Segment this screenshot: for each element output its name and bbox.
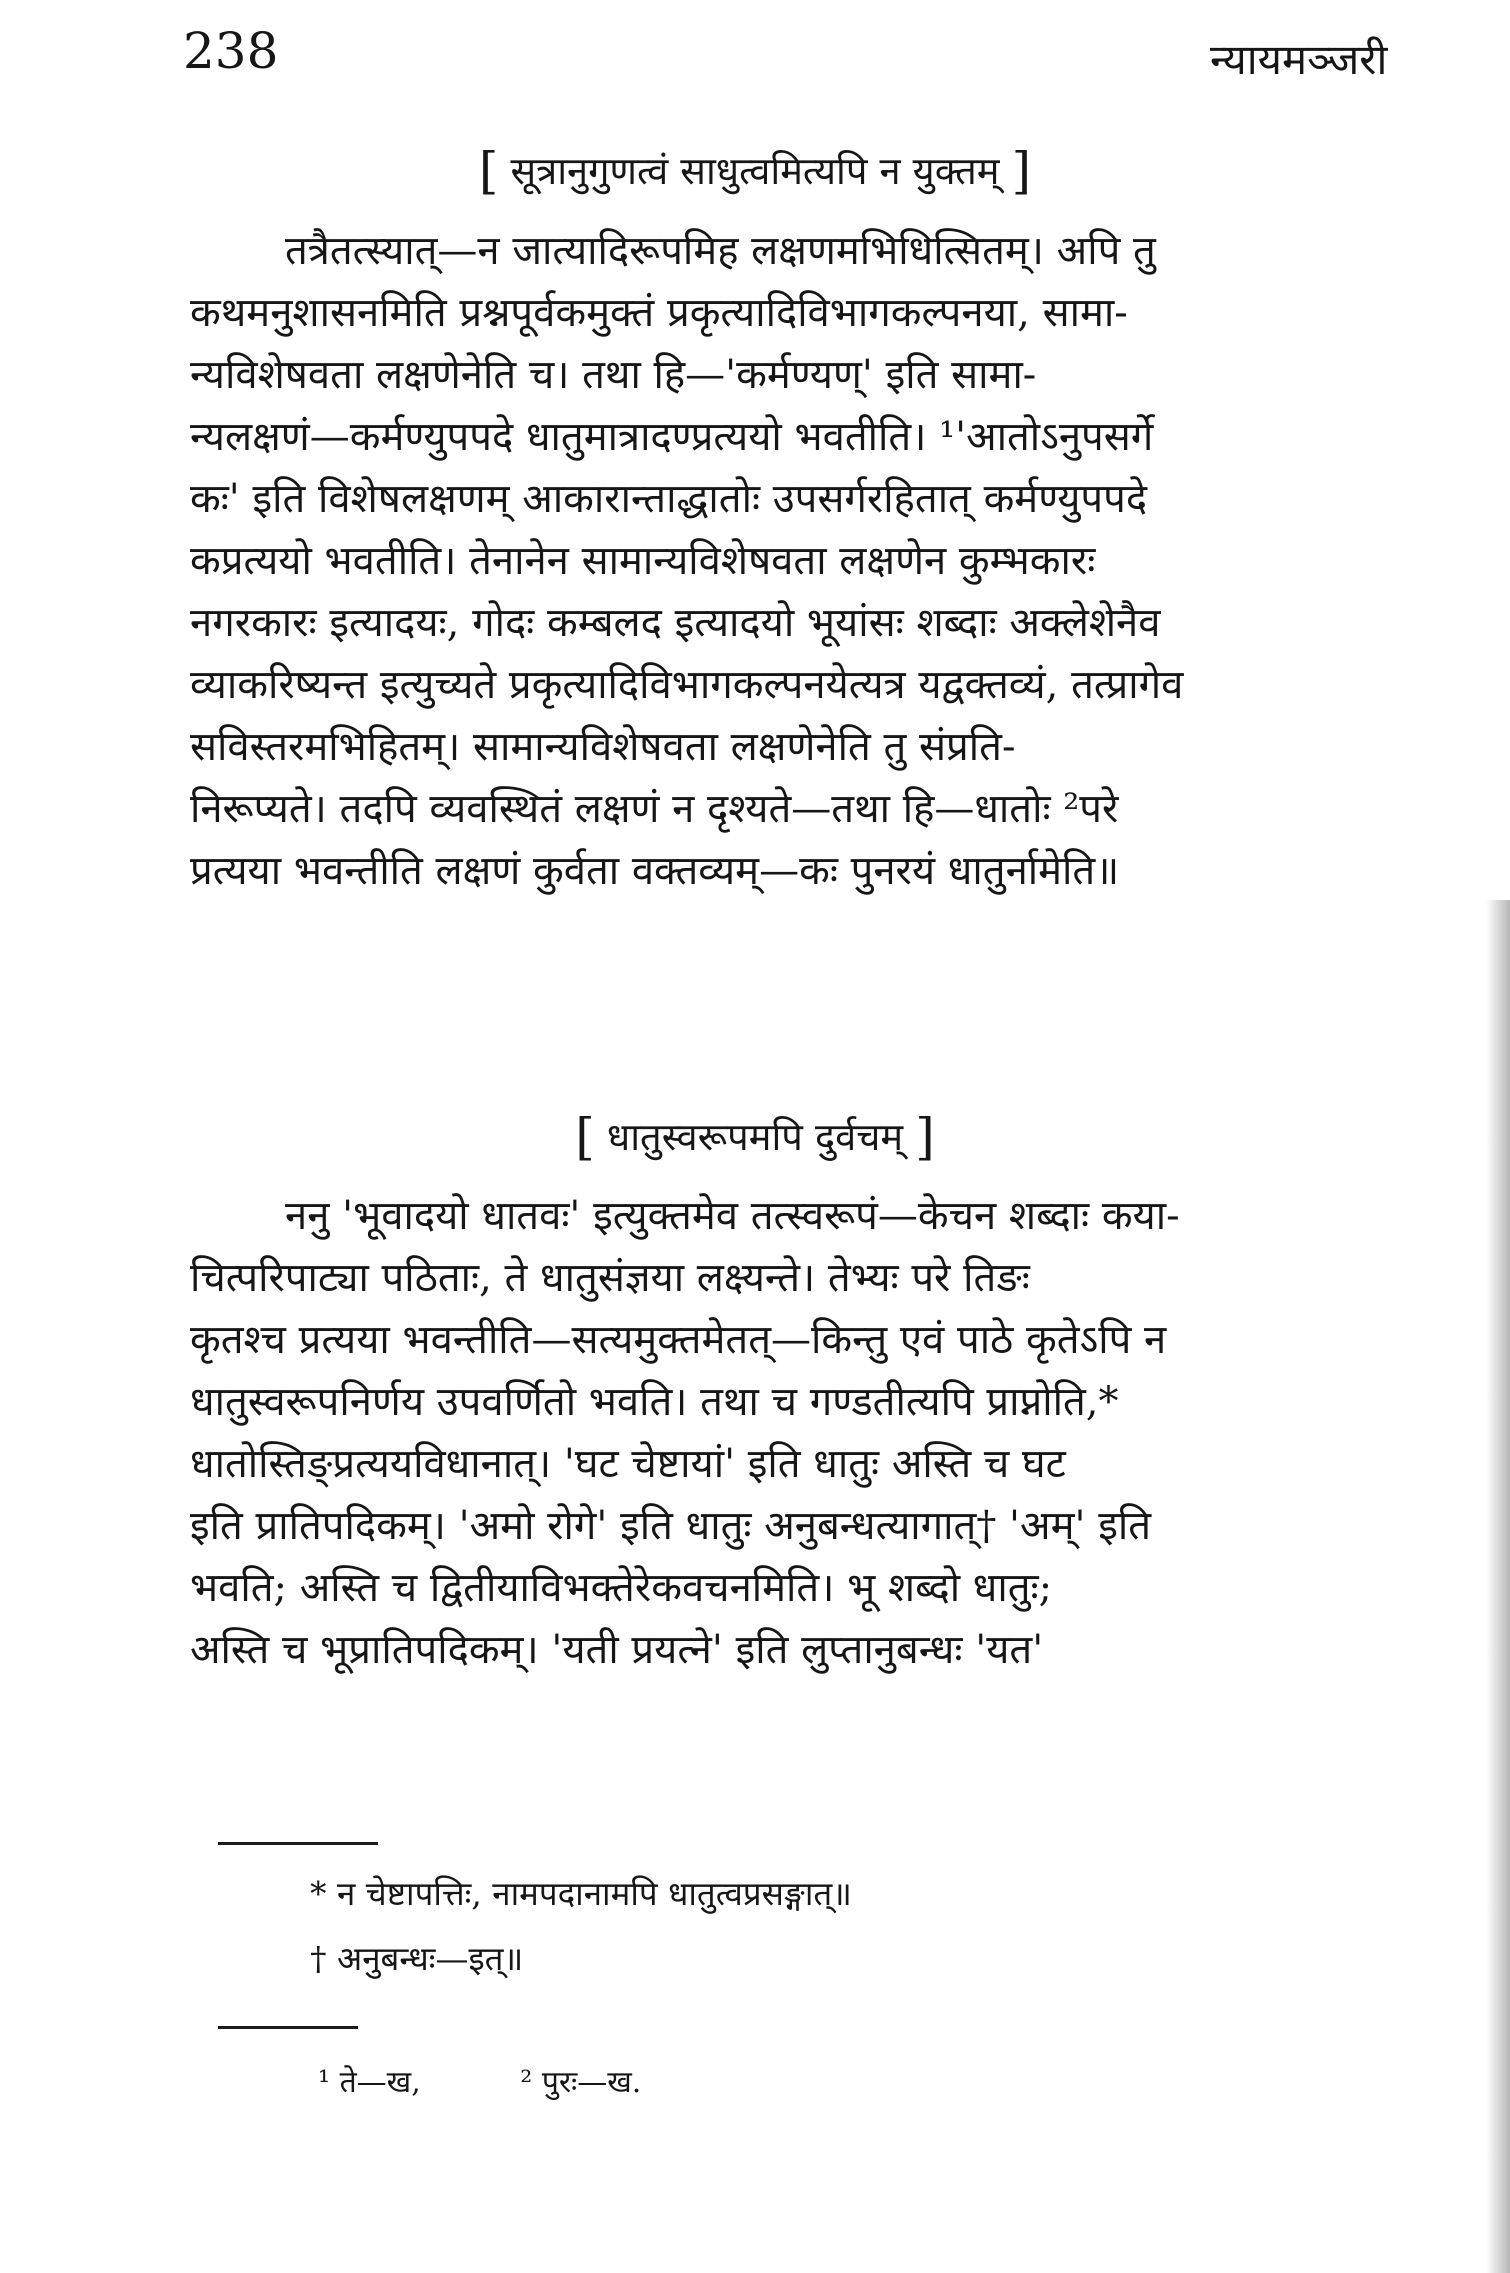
text-line: कृतश्च प्रत्यया भवन्तीति—सत्यमुक्तमेतत्—किन्तु एवं पाठे कृतेऽपि न	[190, 1317, 1167, 1363]
footnote: * न चेष्टापत्तिः, नामपदानामपि धातुत्वप्रसङ्गात्॥	[310, 1874, 852, 1913]
variant-note: ¹ ते—ख,	[318, 2065, 421, 2100]
text-line: धातोस्तिङ्प्रत्ययविधानात्। 'घट चेष्टायां' इति धातुः अस्ति च घट	[190, 1441, 1066, 1487]
text-line: तत्रैतत्स्यात्—न जात्यादिरूपमिह लक्षणमभिधित्सितम्। अपि तु	[285, 228, 1156, 274]
bracket-close: ]	[915, 1108, 935, 1166]
paragraph-2	[190, 1185, 1410, 1681]
text-line: सविस्तरमभिहितम्। सामान्यविशेषवता लक्षणेनेति तु संप्रति-	[190, 724, 1016, 770]
section-heading-1	[0, 142, 1510, 200]
text-line: कप्रत्ययो भवतीति। तेनानेन सामान्यविशेषवता लक्षणेन कुम्भकारः	[190, 538, 1096, 584]
text-line: चित्परिपाट्या पठिताः, ते धातुसंज्ञया लक्ष्यन्ते। तेभ्यः परे तिङः	[190, 1255, 1030, 1301]
variant-notes-divider	[218, 2026, 358, 2029]
text-line: कथमनुशासनमिति प्रश्नपूर्वकमुक्तं प्रकृत्यादिविभागकल्पनया, सामा-	[190, 290, 1128, 336]
page-edge-shadow	[1486, 900, 1510, 2273]
text-line: प्रत्यया भवन्तीति लक्षणं कुर्वता वक्तव्यम्—कः पुनरयं धातुर्नामेति॥	[190, 848, 1120, 894]
footnote-divider	[218, 1842, 378, 1845]
paragraph-1	[190, 220, 1410, 902]
text-line: ननु 'भूवादयो धातवः' इत्युक्तमेव तत्स्वरूपं—केचन शब्दाः कया-	[285, 1193, 1180, 1239]
text-line: न्यविशेषवता लक्षणेनेति च। तथा हि—'कर्मण्यण्' इति सामा-	[190, 352, 1037, 398]
text-line: निरूप्यते। तदपि व्यवस्थितं लक्षणं न दृश्यते—तथा हि—धातोः ²परे	[190, 786, 1119, 832]
text-line: धातुस्वरूपनिर्णय उपवर्णितो भवति। तथा च गण्डतीत्यपि प्राप्नोति,*	[190, 1379, 1119, 1425]
variant-notes	[318, 2060, 731, 2101]
bracket-close: ]	[1011, 142, 1032, 200]
text-line: कः' इति विशेषलक्षणम् आकारान्ताद्धातोः उपसर्गरहितात् कर्मण्युपपदे	[190, 476, 1148, 522]
text-line: नगरकारः इत्यादयः, गोदः कम्बलद इत्यादयो भूयांसः शब्दाः अक्लेशेनैव	[190, 600, 1161, 646]
text-line: इति प्रातिपदिकम्। 'अमो रोगे' इति धातुः अनुबन्धत्यागात्† 'अम्' इति	[190, 1503, 1152, 1549]
page-number: 238	[183, 22, 279, 80]
running-title: न्यायमञ्जरी	[1210, 35, 1388, 84]
bracket-open: [	[478, 142, 499, 200]
variant-note: ² पुरः—ख.	[520, 2065, 642, 2100]
section-heading-2-text: धातुस्वरूपमपि दुर्वचम्	[606, 1115, 904, 1159]
text-line: व्याकरिष्यन्त इत्युच्यते प्रकृत्यादिविभागकल्पनयेत्यत्र यद्वक्तव्यं, तत्प्रागेव	[190, 662, 1184, 708]
text-line: न्यलक्षणं—कर्मण्युपपदे धातुमात्रादण्प्रत्ययो भवतीति। ¹'आतोऽनुपसर्गे	[190, 414, 1154, 460]
bracket-open: [	[575, 1108, 595, 1166]
text-line: भवति; अस्ति च द्वितीयाविभक्तेरेकवचनमिति। भू शब्दो धातुः;	[190, 1565, 1053, 1611]
footnote: † अनुबन्धः—इत्॥	[310, 1939, 524, 1978]
text-line: अस्ति च भूप्रातिपदिकम्। 'यती प्रयत्ने' इति लुप्तानुबन्धः 'यत'	[190, 1627, 1044, 1673]
section-heading-1-text: सूत्रानुगुणत्वं साधुत्वमित्यपि न युक्तम्	[510, 149, 1000, 193]
section-heading-2	[0, 1108, 1510, 1166]
